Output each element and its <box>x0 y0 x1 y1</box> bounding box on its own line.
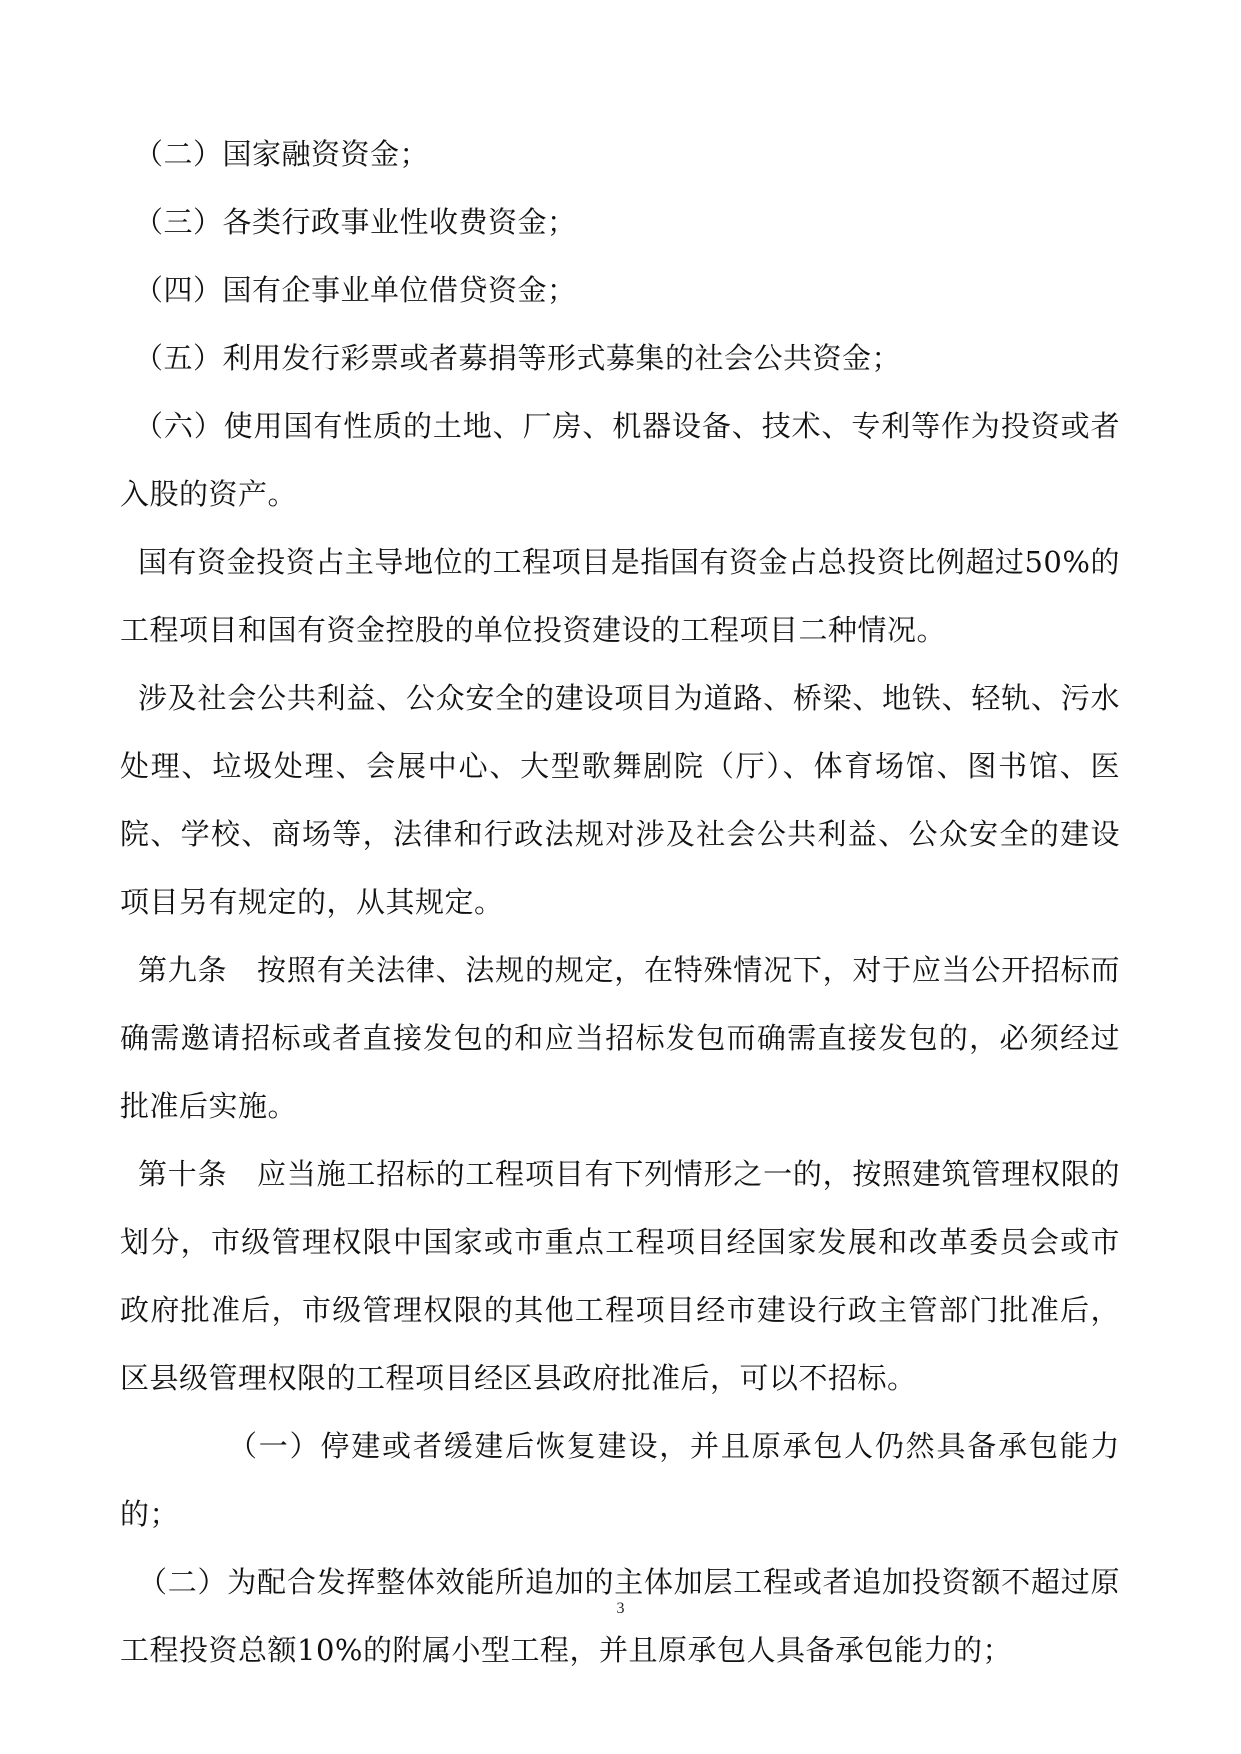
paragraph-item-2: （二）国家融资资金； <box>134 137 430 171</box>
page-number: 3 <box>616 1600 625 1617</box>
paragraph-item-4: （四）国有企事业单位借贷资金； <box>134 273 577 307</box>
paragraph-state-funds-definition: 国有资金投资占主导地位的工程项目是指国有资金占总投资比例超过50%的工程项目和国有资金控股的单位投资建设的工程项目二种情况。 <box>120 545 1120 647</box>
paragraph-item-6: （六）使用国有性质的土地、厂房、机器设备、技术、专利等作为投资或者入股的资产。 <box>120 409 1120 511</box>
document-body <box>120 120 1120 1684</box>
paragraph-item-3: （三）各类行政事业性收费资金； <box>134 205 577 239</box>
paragraph-article-10: 第十条 应当施工招标的工程项目有下列情形之一的，按照建筑管理权限的划分，市级管理权限中国家或市重点工程项目经国家发展和改革委员会或市政府批准后，市级管理权限的其他工程项目经市建设行政主管部门批准后，区县级管理权限的工程项目经区县政府批准后，可以不招标。 <box>120 1157 1120 1395</box>
paragraph-article-9: 第九条 按照有关法律、法规的规定，在特殊情况下，对于应当公开招标而确需邀请招标或者直接发包的和应当招标发包而确需直接发包的，必须经过批准后实施。 <box>120 953 1120 1123</box>
paragraph-item-5: （五）利用发行彩票或者募捐等形式募集的社会公共资金； <box>134 341 902 375</box>
paragraph-public-interest-projects: 涉及社会公共利益、公众安全的建设项目为道路、桥梁、地铁、轻轨、污水处理、垃圾处理、会展中心、大型歌舞剧院（厅）、体育场馆、图书馆、医院、学校、商场等，法律和行政法规对涉及社会公共利益、公众安全的建设项目另有规定的，从其规定。 <box>120 681 1120 919</box>
paragraph-article-10-item-2: （二）为配合发挥整体效能所追加的主体加层工程或者追加投资额不超过原工程投资总额10%的附属小型工程，并且原承包人具备承包能力的； <box>120 1565 1120 1667</box>
paragraph-article-10-item-1: （一）停建或者缓建后恢复建设，并且原承包人仍然具备承包能力的； <box>120 1429 1120 1531</box>
